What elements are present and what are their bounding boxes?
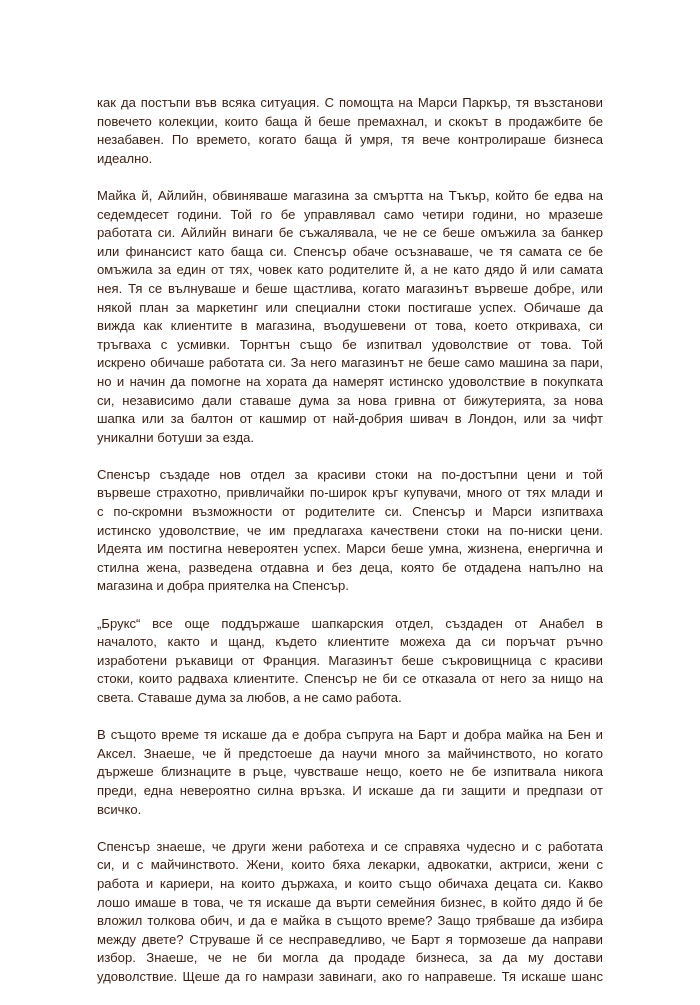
text-line: В същото време тя искаше да е добра съпруга на Барт и добра майка на Бен и — [97, 727, 603, 743]
text-line: Идеята им постигна невероятен успех. Марси беше умна, жизнена, енергична и — [97, 541, 603, 557]
text-line: как да постъпи във всяка ситуация. С помощта на Марси Паркър, тя възстанови — [97, 95, 603, 110]
text-line: лошо имаше в това, че тя искаше да върти семейния бизнес, в който дядо й бе — [97, 894, 603, 910]
text-line: вложил толкова обич, и да е майка в същото време? Защо трябваше да избира — [97, 913, 603, 929]
text-line: всичко. — [97, 801, 142, 817]
text-line: нея. Тя се вълнуваше и беше щастлива, когато магазинът вървеше добре, или — [97, 280, 603, 296]
text-line: работа и кариери, на които държаха, и които също обичаха децата си. Какво — [97, 875, 603, 891]
text-line: удоволствие. Щеше да го намрази завинаги, ако го направеше. Тя искаше шанс — [97, 968, 603, 984]
text-line: държеше близнаците в ръце, чувстваше нещо, което не бе изпитвала никога — [97, 764, 603, 780]
paragraph-6 — [97, 838, 603, 987]
text-line: омъжила за един от тях, човек като родителите й, а не като дядо й или самата — [97, 262, 603, 278]
text-line: „Брукс“ все още поддържаше шапкарския отдел, създаден от Анабел в — [97, 615, 603, 631]
text-line: Майка й, Айлийн, обвиняваше магазина за смъртта на Тъкър, който бе едва на — [97, 187, 603, 203]
text-line: вижда как клиентите в магазина, въодушевени от това, което откриваха, си — [97, 318, 603, 334]
body-text — [97, 94, 603, 1005]
text-line: работата си. Айлийн винаги бе съжалявала, че не се беше омъжила за банкер — [97, 225, 603, 241]
paragraph-5 — [97, 726, 603, 819]
text-line: уникални ботуши за езда. — [97, 429, 255, 445]
text-line: истинско удоволствие, че им предлагаха качествени стоки на по-ниски цени. — [97, 522, 603, 538]
text-line: идеално. — [97, 150, 153, 166]
text-line: стоки, които радваха клиентите. Спенсър не би се отказала от него за нищо на — [97, 671, 603, 687]
text-line: повечето колекции, които баща й беше премахнал, и скокът в продажбите бе — [97, 113, 603, 129]
text-line: си, независимо дали ставаше дума за нова гривна от бижутерията, за нова — [97, 392, 603, 408]
text-line: между двете? Струваше й се несправедливо, че Барт я тормозеше да направи — [97, 931, 603, 947]
text-line: преди, една невероятно силна връзка. И искаше да ги защити и предпази от — [97, 782, 603, 798]
paragraph-1 — [97, 94, 603, 168]
text-line: си, и с майчинството. Жени, които бяха лекарки, адвокатки, актриси, жени с — [97, 857, 603, 873]
paragraph-4 — [97, 615, 603, 708]
text-line: избор. Знаеше, че не би могла да продаде бизнеса, за да му достави — [97, 950, 603, 966]
text-line: с по-скромни възможности от родителите си. Спенсър и Марси изпитваха — [97, 504, 603, 520]
text-line: искрено обичаше работата си. За него магазинът не беше само машина за пари, — [97, 355, 603, 371]
text-line: Спенсър създаде нов отдел за красиви стоки на по-достъпни цени и той — [97, 466, 603, 482]
text-line: вървеше страхотно, привличайки по-широк кръг купувачи, много от тях млади и — [97, 485, 603, 501]
paragraph-2 — [97, 187, 603, 447]
text-line: някой план за маркетинг или специални стоки постигаше успех. Обичаше да — [97, 299, 603, 315]
text-line: Аксел. Знаеше, че й предстоеше да научи много за майчинството, но когато — [97, 745, 603, 761]
paragraph-3 — [97, 466, 603, 596]
text-line: изработени ръкавици от Франция. Магазинът беше съкровищница с красиви — [97, 652, 603, 668]
text-line: стилна жена, разведена отдавна и без деца, която бе отдадена напълно на — [97, 559, 603, 575]
text-line: незабавен. По времето, когато баща й умря, тя вече контролираше бизнеса — [97, 132, 603, 148]
text-line: или финансист като баща си. Спенсър обаче осъзнаваше, че тя самата се бе — [97, 243, 603, 259]
text-line: но и начин да помогне на хората да намерят истинско удоволствие в покупката — [97, 373, 603, 389]
text-line: Спенсър знаеше, че други жени работеха и се справяха чудесно и с работата — [97, 838, 603, 854]
text-line: началото, както и щанд, където клиентите можеха да си поръчат ръчно — [97, 634, 603, 650]
text-line: шапка или за балтон от кашмир от най-добрия шивач в Лондон, или за чифт — [97, 411, 603, 427]
text-line: тръгваха с усмивки. Торнтън също бе изпитвал удоволствие от това. Той — [97, 336, 603, 352]
text-line: света. Ставаше дума за любов, а не само работа. — [97, 690, 402, 705]
text-line: магазина и добра приятелка на Спенсър. — [97, 578, 349, 594]
text-line: седемдесет години. Той го бе управлявал само четири години, но мразеше — [97, 206, 603, 222]
